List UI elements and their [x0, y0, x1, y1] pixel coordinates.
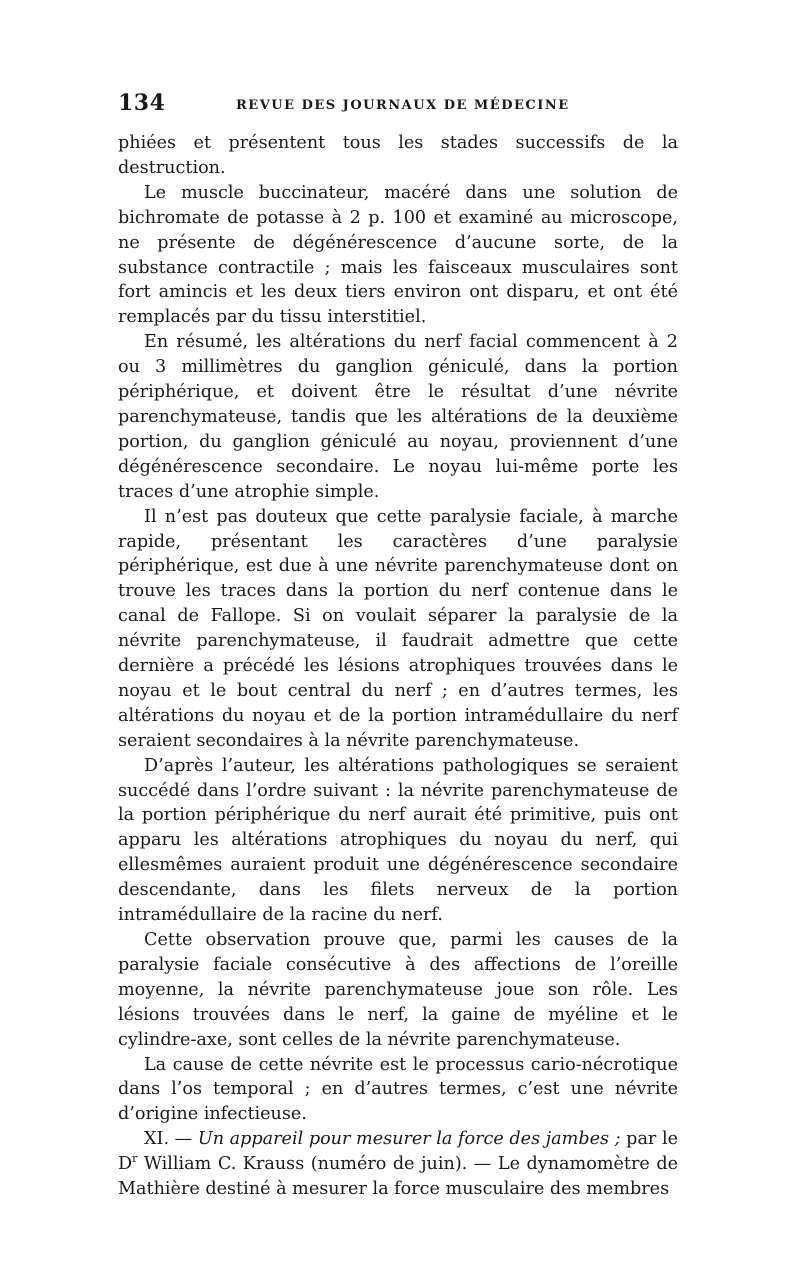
doctor-abbrev: D [118, 1154, 133, 1175]
section-by: par le [620, 1129, 678, 1150]
section-body: William C. Krauss (numéro de juin). — Le dynamomètre de Mathière destiné à mesurer la force musculaire des membres [118, 1154, 678, 1200]
paragraph-author-order: D’après l’auteur, les altérations pathologiques se seraient succédé dans l’ordre suivant : la névrite parenchymateuse de la portion périphérique du nerf aurait été primitive, puis ont apparu les altérations atrophiques du noyau du nerf, qui ellesmêmes auraient produit une dégénérescence secondaire descendante, dans les filets nerveux de la portion intramédullaire de la racine du nerf. [118, 755, 678, 926]
section-title: Un appareil pour mesurer la force des jambes ; [197, 1129, 621, 1150]
doctor-abbrev-sup: r [132, 1152, 138, 1166]
paragraph-summary: En résumé, les altérations du nerf facial commencent à 2 ou 3 millimètres du ganglion géniculé, dans la portion périphérique, et doivent être le résultat d’une névrite parenchymateuse, tandis que les altérations de la deuxième portion, du ganglion géniculé au noyau, proviennent d’une dégénérescence secondaire. Le noyau lui-même porte les traces d’une atrophie simple. [118, 332, 678, 502]
section-number: XI. — [144, 1129, 198, 1150]
paragraph-buccinator: Le muscle buccinateur, macéré dans une solution de bichromate de potasse à 2 p. 100 et examiné au microscope, ne présente de dégénérescence d’aucune sorte, de la substance contractile ; mais les faisceaux musculaires sont fort amincis et les deux tiers environ ont disparu, et ont été remplacés par du tissu interstitiel. [118, 182, 678, 328]
paragraph-section-xi [118, 1127, 678, 1202]
paragraph-cause: La cause de cette névrite est le processus cario-nécrotique dans l’os temporal ; en d’autres termes, c’est une névrite d’origine infectieuse. [118, 1054, 678, 1125]
running-title: REVUE DES JOURNAUX DE MÉDECINE [236, 98, 570, 113]
body-text [118, 131, 678, 1202]
paragraph-continuation: phiées et présentent tous les stades successifs de la destruction. [118, 133, 678, 178]
paragraph-observation: Cette observation prouve que, parmi les causes de la paralysie faciale consécutive à des affections de l’oreille moyenne, la névrite parenchymateuse joue son rôle. Les lésions trouvées dans le nerf, la gaine de myéline et le cylindre-axe, sont celles de la névrite parenchymateuse. [118, 930, 678, 1050]
page-number: 134 [118, 90, 166, 116]
paragraph-paralysis: Il n’est pas douteux que cette paralysie faciale, à marche rapide, présentant les caractères d’une paralysie périphérique, est due à une névrite parenchymateuse dont on trouve les traces dans la portion du nerf contenue dans le canal de Fallope. Si on voulait séparer la paralysie de la névrite parenchymateuse, il faudrait admettre que cette dernière a précédé les lésions atrophiques trouvées dans le noyau et le bout central du nerf ; en d’autres termes, les altérations du noyau et de la portion intramédullaire du nerf seraient secondaires à la névrite parenchymateuse. [118, 506, 678, 751]
page-header [118, 90, 678, 120]
